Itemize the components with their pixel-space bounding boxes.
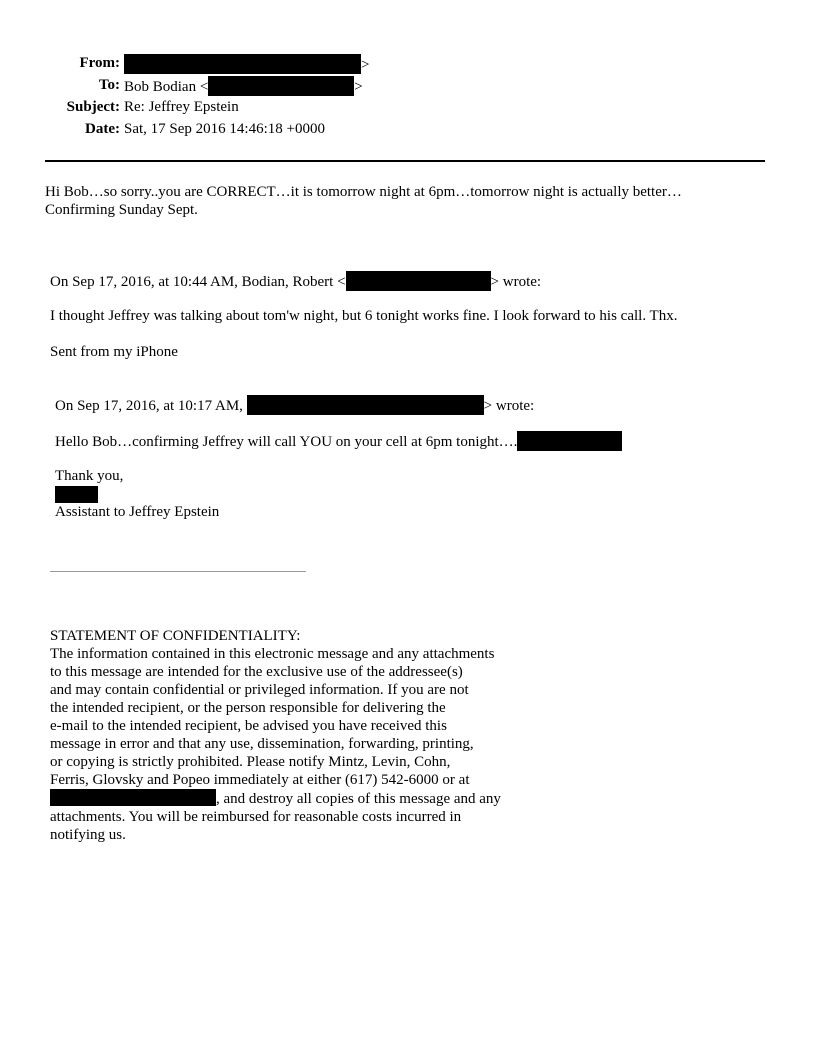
from-suffix: > bbox=[361, 57, 370, 73]
confidentiality-line: message in error and that any use, dissemination, forwarding, printing, bbox=[50, 736, 474, 752]
reply2-intro bbox=[55, 395, 534, 415]
confidentiality-line: or copying is strictly prohibited. Please notify Mintz, Levin, Cohn, bbox=[50, 754, 451, 770]
reply2-intro-suffix: > wrote: bbox=[483, 398, 535, 414]
reply1-signature: Sent from my iPhone bbox=[50, 344, 178, 360]
redaction-bar bbox=[208, 76, 354, 96]
to-name: Bob Bodian < bbox=[124, 79, 209, 95]
confidentiality-line: notifying us. bbox=[50, 827, 126, 843]
body-line-1: Hi Bob…so sorry..you are CORRECT…it is tomorrow night at 6pm…tomorrow night is actually better… bbox=[45, 184, 682, 200]
confidentiality-line: to this message are intended for the exclusive use of the addressee(s) bbox=[50, 664, 463, 680]
body-line-2: Confirming Sunday Sept. bbox=[45, 202, 198, 218]
confidentiality-line: attachments. You will be reimbursed for reasonable costs incurred in bbox=[50, 809, 462, 825]
header-divider bbox=[45, 160, 765, 162]
reply1-intro-suffix: > wrote: bbox=[490, 274, 542, 290]
redaction-bar bbox=[247, 395, 484, 415]
reply1-intro-prefix: On Sep 17, 2016, at 10:44 AM, Bodian, Robert < bbox=[50, 274, 346, 290]
reply2-intro-prefix: On Sep 17, 2016, at 10:17 AM, bbox=[55, 398, 247, 414]
reply2-message bbox=[55, 431, 622, 451]
confidentiality-block bbox=[50, 627, 501, 844]
date-label: Date: bbox=[85, 121, 120, 137]
confidentiality-line: and may contain confidential or privileged information. If you are not bbox=[50, 682, 469, 698]
reply2-thanks: Thank you, bbox=[55, 468, 124, 484]
reply1-message: I thought Jeffrey was talking about tom'w night, but 6 tonight works fine. I look forward to his call. Thx. bbox=[50, 308, 678, 324]
confidentiality-heading: STATEMENT OF CONFIDENTIALITY: bbox=[50, 628, 301, 644]
from-value bbox=[124, 54, 369, 74]
redaction-bar bbox=[124, 54, 361, 74]
confidentiality-line: e-mail to the intended recipient, be advised you have received this bbox=[50, 718, 447, 734]
reply2-role: Assistant to Jeffrey Epstein bbox=[55, 504, 220, 520]
to-label: To: bbox=[98, 77, 120, 93]
confidentiality-line: Ferris, Glovsky and Popeo immediately at either (617) 542-6000 or at bbox=[50, 772, 470, 788]
subject-label: Subject: bbox=[66, 99, 120, 115]
reply2-message-text: Hello Bob…confirming Jeffrey will call YOU on your cell at 6pm tonight…. bbox=[55, 434, 518, 450]
redaction-bar bbox=[517, 431, 622, 451]
confidentiality-line: the intended recipient, or the person responsible for delivering the bbox=[50, 700, 446, 716]
to-suffix: > bbox=[354, 79, 363, 95]
redaction-bar bbox=[50, 789, 216, 806]
from-label: From: bbox=[79, 55, 120, 71]
redaction-bar bbox=[346, 271, 491, 291]
confidentiality-line bbox=[50, 789, 501, 808]
to-value bbox=[124, 76, 363, 96]
date-value: Sat, 17 Sep 2016 14:46:18 +0000 bbox=[124, 121, 325, 137]
signature-divider bbox=[50, 571, 306, 572]
redaction-bar bbox=[55, 486, 98, 503]
reply1-intro bbox=[50, 271, 541, 291]
confidentiality-line: The information contained in this electronic message and any attachments bbox=[50, 646, 495, 662]
confidentiality-after-redaction: , and destroy all copies of this message and any bbox=[216, 791, 501, 807]
subject-value: Re: Jeffrey Epstein bbox=[124, 99, 239, 115]
